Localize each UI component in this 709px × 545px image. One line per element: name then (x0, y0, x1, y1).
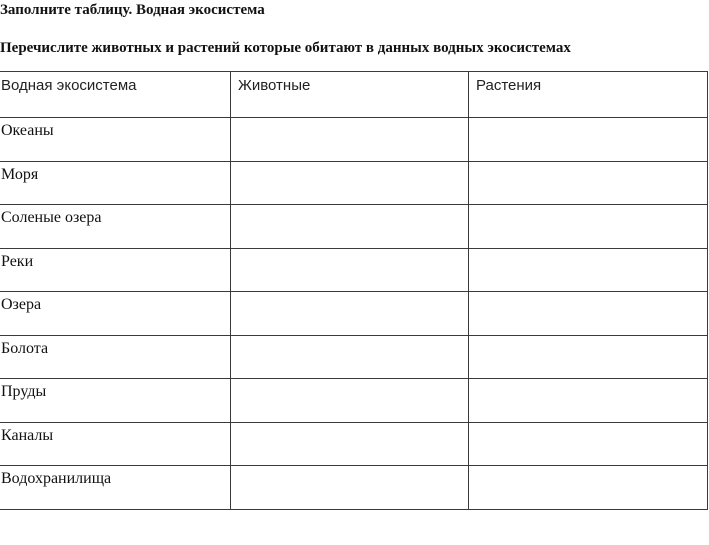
column-header-animals: Животные (231, 72, 469, 118)
ecosystem-cell: Водохранилища (0, 466, 231, 510)
table-row (0, 118, 708, 162)
plants-cell[interactable] (469, 292, 708, 336)
ecosystem-cell: Океаны (0, 118, 231, 162)
table-row (0, 292, 708, 336)
plants-cell[interactable] (469, 118, 708, 162)
table-row (0, 335, 708, 379)
column-header-plants: Растения (469, 72, 708, 118)
page-title: Заполните таблицу. Водная экосистема (0, 2, 265, 18)
animals-cell[interactable] (231, 118, 469, 162)
plants-cell[interactable] (469, 248, 708, 292)
task-instruction: Перечислите животных и растений которые обитают в данных водных экосистемах (0, 40, 571, 56)
ecosystem-cell: Соленые озера (0, 205, 231, 249)
table-row (0, 205, 708, 249)
table-row (0, 422, 708, 466)
ecosystem-cell: Реки (0, 248, 231, 292)
table-row (0, 161, 708, 205)
table-header-row (0, 72, 708, 118)
animals-cell[interactable] (231, 205, 469, 249)
animals-cell[interactable] (231, 292, 469, 336)
animals-cell[interactable] (231, 161, 469, 205)
plants-cell[interactable] (469, 161, 708, 205)
ecosystem-cell: Каналы (0, 422, 231, 466)
plants-cell[interactable] (469, 466, 708, 510)
animals-cell[interactable] (231, 248, 469, 292)
plants-cell[interactable] (469, 205, 708, 249)
plants-cell[interactable] (469, 422, 708, 466)
ecosystem-cell: Моря (0, 161, 231, 205)
animals-cell[interactable] (231, 379, 469, 423)
table-row (0, 379, 708, 423)
column-header-ecosystem: Водная экосистема (0, 72, 231, 118)
animals-cell[interactable] (231, 335, 469, 379)
ecosystem-table (0, 71, 708, 510)
ecosystem-cell: Болота (0, 335, 231, 379)
animals-cell[interactable] (231, 466, 469, 510)
ecosystem-cell: Пруды (0, 379, 231, 423)
table-row (0, 248, 708, 292)
ecosystem-cell: Озера (0, 292, 231, 336)
table-row (0, 466, 708, 510)
animals-cell[interactable] (231, 422, 469, 466)
plants-cell[interactable] (469, 335, 708, 379)
plants-cell[interactable] (469, 379, 708, 423)
